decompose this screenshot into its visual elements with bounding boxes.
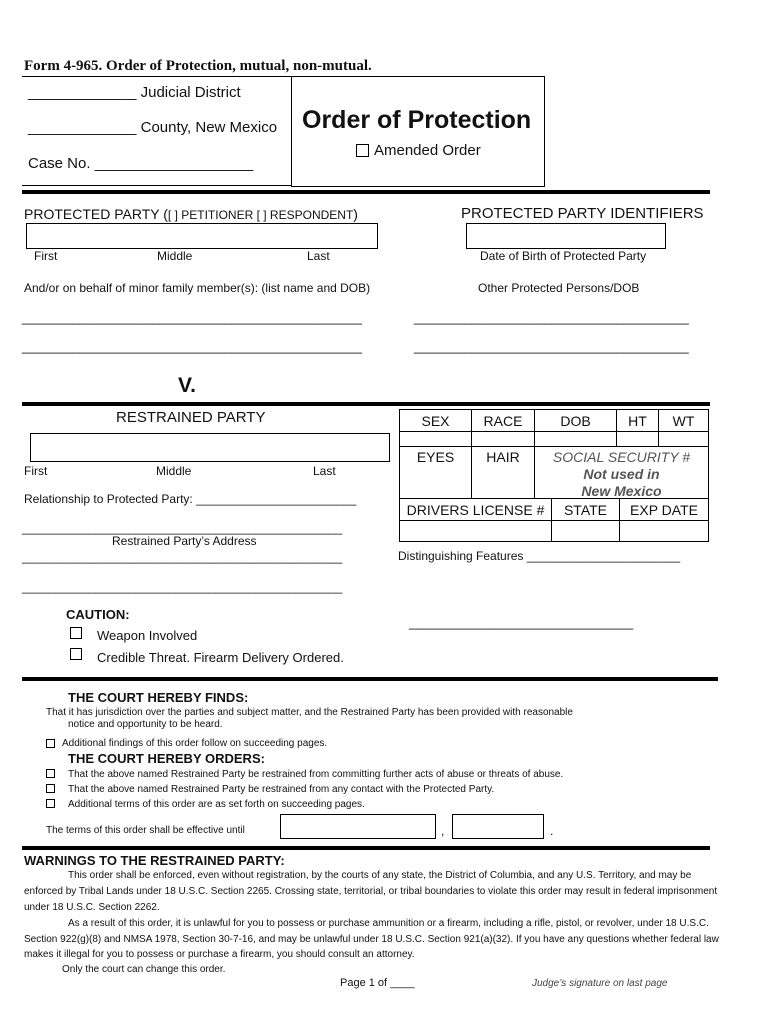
height-cell[interactable]: HT bbox=[617, 410, 659, 432]
effective-date-input[interactable] bbox=[280, 814, 436, 839]
order-1-checkbox[interactable] bbox=[46, 769, 55, 778]
eyes-value-cell[interactable] bbox=[400, 467, 472, 499]
warnings-p1-line1: This order shall be enforced, even without registration, by the courts of any state, the District of Columbia, and any U.S. Territory, and may be bbox=[68, 870, 692, 881]
protected-heading-close: ) bbox=[353, 206, 358, 222]
date-comma: , bbox=[441, 824, 445, 838]
protected-dob-input[interactable] bbox=[466, 223, 666, 249]
address-field[interactable]: ________________________________________________ bbox=[22, 521, 343, 535]
height-value-cell[interactable] bbox=[617, 432, 659, 447]
ssn-not-used-note: Not used in New Mexico bbox=[535, 467, 709, 499]
petitioner-respondent-options[interactable]: [ ] PETITIONER [ ] RESPONDENT bbox=[167, 208, 354, 222]
section-divider bbox=[22, 190, 710, 194]
dob-cell[interactable]: DOB bbox=[535, 410, 617, 432]
ssn-cell: SOCIAL SECURITY # bbox=[535, 447, 709, 467]
weight-value-cell[interactable] bbox=[659, 432, 709, 447]
warnings-p2-line1: As a result of this order, it is unlawful for you to possess or purchase ammunition or a firearm, including a rifle, pistol, or revolver, under 18 U.S.C. bbox=[68, 918, 709, 929]
effective-year-input[interactable] bbox=[452, 814, 544, 839]
dob-value-cell[interactable] bbox=[535, 432, 617, 447]
effective-until-label: The terms of this order shall be effective until bbox=[46, 825, 245, 836]
weapon-involved-checkbox[interactable] bbox=[70, 627, 82, 639]
caution-heading: CAUTION: bbox=[66, 607, 130, 622]
protected-first-label: First bbox=[34, 249, 58, 263]
restrained-first-label: First bbox=[24, 464, 48, 478]
restrained-last-label: Last bbox=[313, 464, 336, 478]
warnings-p2-line3: makes it illegal for you to possess or purchase a firearm, you should consult an attorney. bbox=[24, 949, 415, 960]
order-1-text: That the above named Restrained Party be restrained from committing further acts of abuse or threats of abuse. bbox=[68, 769, 564, 780]
protected-identifiers-heading: PROTECTED PARTY IDENTIFIERS bbox=[461, 205, 704, 222]
restrained-name-input[interactable] bbox=[30, 433, 390, 462]
county-field[interactable]: _____________ County, New Mexico bbox=[28, 119, 278, 136]
sex-cell[interactable]: SEX bbox=[400, 410, 472, 432]
address-field-2[interactable]: ________________________________________________ bbox=[22, 550, 343, 564]
hair-cell[interactable]: HAIR bbox=[472, 447, 535, 467]
race-value-cell[interactable] bbox=[472, 432, 535, 447]
findings-text-2: notice and opportunity to be heard. bbox=[68, 719, 223, 730]
sex-value-cell[interactable] bbox=[400, 432, 472, 447]
distinguishing-features-field[interactable]: Distinguishing Features _______________________ bbox=[398, 549, 681, 563]
case-number-field[interactable]: Case No. ___________________ bbox=[28, 155, 254, 172]
warnings-p1-line3: under 18 U.S.C. Section 2262. bbox=[24, 902, 160, 913]
page-number: Page 1 of ____ bbox=[340, 977, 415, 989]
order-3-text: Additional terms of this order are as set forth on succeeding pages. bbox=[68, 799, 365, 810]
order-title: Order of Protection bbox=[302, 106, 532, 134]
findings-text-1: That it has jurisdiction over the parties and subject matter, and the Restrained Party has been provided with reasonable bbox=[46, 707, 573, 718]
relationship-field[interactable]: Relationship to Protected Party: ________________________ bbox=[24, 492, 357, 506]
warnings-p2-line2: Section 922(g)(8) and NMSA 1978, Section 30-7-16, and may be unlawful under 18 U.S.C. Section 921(a)(32). If you have any questions whether federal law bbox=[24, 934, 719, 945]
amended-order-checkbox[interactable] bbox=[356, 144, 369, 157]
judge-signature-note: Judge’s signature on last page bbox=[532, 978, 668, 989]
protected-last-label: Last bbox=[307, 249, 330, 263]
amended-order-label: Amended Order bbox=[374, 142, 481, 159]
exp-date-cell[interactable]: EXP DATE bbox=[620, 499, 709, 521]
warnings-heading: WARNINGS TO THE RESTRAINED PARTY: bbox=[24, 853, 285, 868]
restrained-middle-label: Middle bbox=[156, 464, 192, 478]
exp-date-value-cell[interactable] bbox=[620, 521, 709, 542]
header-bottom-rule bbox=[22, 185, 292, 186]
credible-threat-checkbox[interactable] bbox=[70, 648, 82, 660]
findings-heading: THE COURT HEREBY FINDS: bbox=[68, 690, 249, 705]
protected-middle-label: Middle bbox=[157, 249, 193, 263]
distinguishing-features-field-2[interactable]: _______________________________ bbox=[409, 615, 634, 630]
identifiers-table bbox=[399, 409, 709, 542]
judicial-district-field[interactable]: _____________ Judicial District bbox=[28, 84, 241, 101]
protected-heading-text: PROTECTED PARTY ( bbox=[24, 206, 168, 222]
other-protected-label: Other Protected Persons/DOB bbox=[478, 281, 640, 295]
order-2-text: That the above named Restrained Party be restrained from any contact with the Protected Party. bbox=[68, 784, 495, 795]
license-cell[interactable]: DRIVERS LICENSE # bbox=[400, 499, 552, 521]
order-3-checkbox[interactable] bbox=[46, 799, 55, 808]
address-label: Restrained Party’s Address bbox=[112, 534, 257, 548]
additional-findings-checkbox[interactable] bbox=[46, 739, 55, 748]
findings-divider bbox=[22, 677, 718, 681]
hair-value-cell[interactable] bbox=[472, 467, 535, 499]
license-value-cell[interactable] bbox=[400, 521, 552, 542]
warnings-p1-line2: enforced by Tribal Lands under 18 U.S.C. Section 2265. Crossing state, territorial, or tribal boundaries to violate this order may result in federal imprisonment bbox=[24, 886, 718, 897]
orders-heading: THE COURT HEREBY ORDERS: bbox=[68, 751, 265, 766]
other-protected-field-1[interactable]: ______________________________________ bbox=[414, 310, 689, 325]
state-value-cell[interactable] bbox=[552, 521, 620, 542]
versus-label: V. bbox=[178, 374, 196, 397]
minor-members-label: And/or on behalf of minor family member(s): (list name and DOB) bbox=[24, 281, 371, 295]
restrained-party-heading: RESTRAINED PARTY bbox=[116, 409, 266, 426]
protected-dob-label: Date of Birth of Protected Party bbox=[480, 249, 647, 263]
address-field-3[interactable]: ________________________________________________ bbox=[22, 580, 343, 594]
weight-cell[interactable]: WT bbox=[659, 410, 709, 432]
eyes-cell[interactable]: EYES bbox=[400, 447, 472, 467]
credible-threat-label: Credible Threat. Firearm Delivery Ordered. bbox=[97, 650, 344, 665]
minor-members-field-2[interactable]: _______________________________________________ bbox=[22, 339, 362, 354]
restrained-divider bbox=[22, 402, 710, 406]
protected-party-heading bbox=[24, 206, 358, 222]
weapon-involved-label: Weapon Involved bbox=[97, 628, 198, 643]
protected-name-input[interactable] bbox=[26, 223, 378, 249]
form-title: Form 4-965. Order of Protection, mutual, non-mutual. bbox=[24, 58, 372, 74]
additional-findings-label: Additional findings of this order follow on succeeding pages. bbox=[62, 738, 328, 749]
warnings-p3: Only the court can change this order. bbox=[62, 964, 226, 975]
order-2-checkbox[interactable] bbox=[46, 784, 55, 793]
other-protected-field-2[interactable]: ______________________________________ bbox=[414, 339, 689, 354]
race-cell[interactable]: RACE bbox=[472, 410, 535, 432]
state-cell[interactable]: STATE bbox=[552, 499, 620, 521]
minor-members-field-1[interactable]: _______________________________________________ bbox=[22, 310, 362, 325]
date-period: . bbox=[550, 824, 554, 838]
warnings-divider bbox=[22, 846, 710, 850]
